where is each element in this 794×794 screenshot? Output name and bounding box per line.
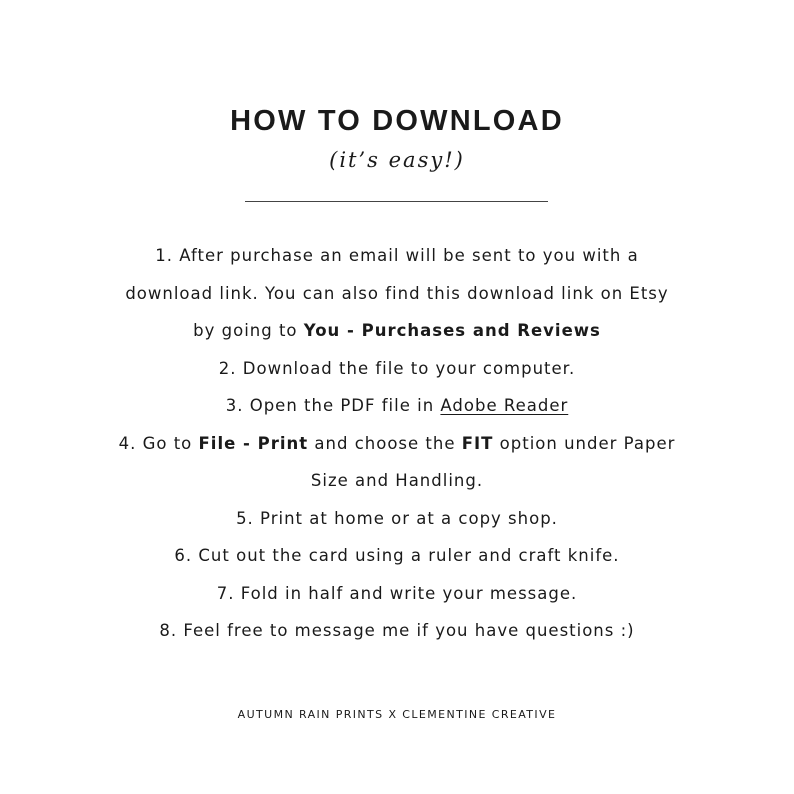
page-title: HOW TO DOWNLOAD: [230, 105, 564, 137]
step-1-line-1: 1. After purchase an email will be sent to you with a: [155, 246, 639, 265]
step-4-text-end: option under Paper: [493, 433, 676, 453]
footer-credit: AUTUMN RAIN PRINTS X CLEMENTINE CREATIVE: [237, 708, 557, 721]
step-4-text-mid: and choose the: [308, 433, 462, 453]
fit-option: FIT: [461, 433, 494, 453]
step-7: 7. Fold in half and write your message.: [216, 583, 578, 603]
page-subtitle: (it’s easy!): [329, 148, 465, 172]
step-3: [0, 387, 794, 425]
divider: [245, 201, 548, 202]
step-4-text-start: 4. Go to: [118, 433, 199, 453]
step-5: 5. Print at home or at a copy shop.: [236, 508, 558, 528]
step-3-text: 3. Open the PDF file in: [225, 396, 441, 415]
adobe-reader-link[interactable]: Adobe Reader: [440, 396, 569, 415]
step-2: 2. Download the file to your computer.: [218, 358, 576, 378]
step-1-line-3: [0, 312, 794, 350]
purchases-and-reviews-path: You - Purchases and Reviews: [303, 321, 601, 340]
step-6: 6. Cut out the card using a ruler and craft knife.: [174, 546, 620, 565]
file-print-path: File - Print: [198, 433, 309, 453]
step-4-line-2: Size and Handling.: [310, 471, 484, 490]
step-8: 8. Feel free to message me if you have questions :): [159, 621, 635, 640]
step-1-line-2: download link. You can also find this download link on Etsy: [125, 283, 669, 303]
instructions-list: [0, 237, 794, 650]
step-1-line-3-text: by going to: [193, 321, 304, 340]
step-4-line-1: [0, 425, 794, 463]
